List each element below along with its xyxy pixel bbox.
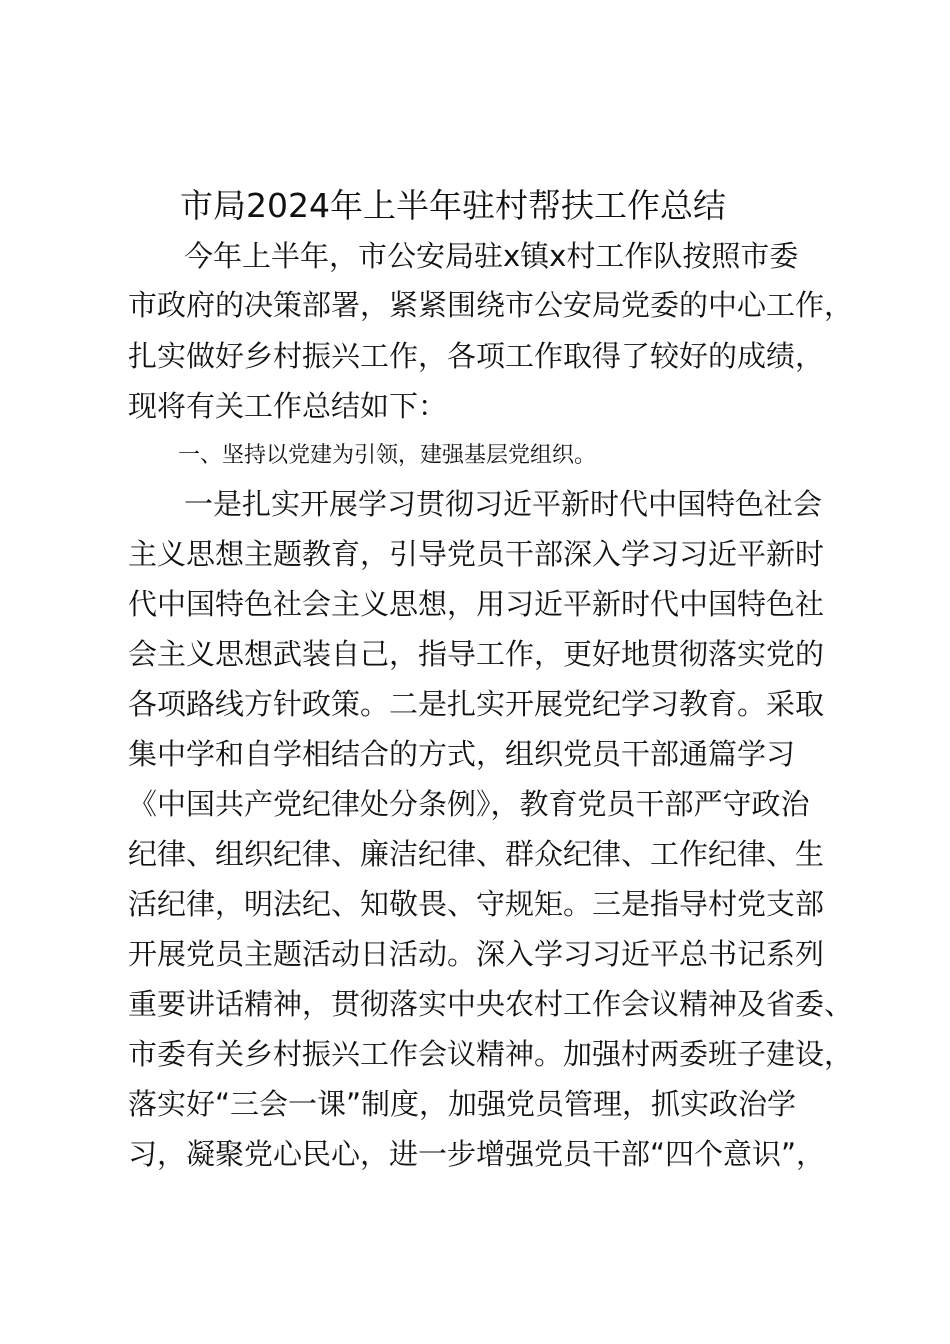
body-line: 纪律、组织纪律、廉洁纪律、群众纪律、工作纪律、生 [128,837,825,871]
body-line: 主义思想主题教育，引导党员干部深入学习习近平新时 [128,537,825,571]
body-line: 市委有关乡村振兴工作会议精神。加强村两委班子建设， [128,1037,854,1071]
body-line: 落实好“三会一课”制度，加强党员管理，抓实政治学 [128,1087,797,1121]
section-heading: 一、坚持以党建为引领，建强基层党组织。 [178,443,597,468]
body-line: 习，凝聚党心民心，进一步增强党员干部“四个意识”， [128,1137,826,1171]
body-line: 各项路线方针政策。二是扎实开展党纪学习教育。采取 [128,687,825,721]
body-line: 一是扎实开展学习贯彻习近平新时代中国特色社会 [184,487,823,521]
body-line: 开展党员主题活动日活动。深入学习习近平总书记系列 [128,937,825,971]
body-line: 活纪律，明法纪、知敬畏、守规矩。三是指导村党支部 [128,887,825,921]
intro-line: 现将有关工作总结如下： [128,389,448,423]
intro-line: 市政府的决策部署，紧紧围绕市公安局党委的中心工作， [128,288,854,322]
document-title: 市局2024年上半年驻村帮扶工作总结 [180,186,726,225]
body-line: 代中国特色社会主义思想，用习近平新时代中国特色社 [128,587,825,621]
body-line: 重要讲话精神，贯彻落实中央农村工作会议精神及省委、 [128,987,854,1021]
body-line: 会主义思想武装自己，指导工作，更好地贯彻落实党的 [128,637,825,671]
intro-line: 今年上半年，市公安局驻x镇x村工作队按照市委 [184,239,799,273]
body-line: 《中国共产党纪律处分条例》，教育党员干部严守政治 [128,787,810,821]
intro-line: 扎实做好乡村振兴工作，各项工作取得了较好的成绩， [128,339,825,373]
body-line: 集中学和自学相结合的方式，组织党员干部通篇学习 [128,737,796,771]
